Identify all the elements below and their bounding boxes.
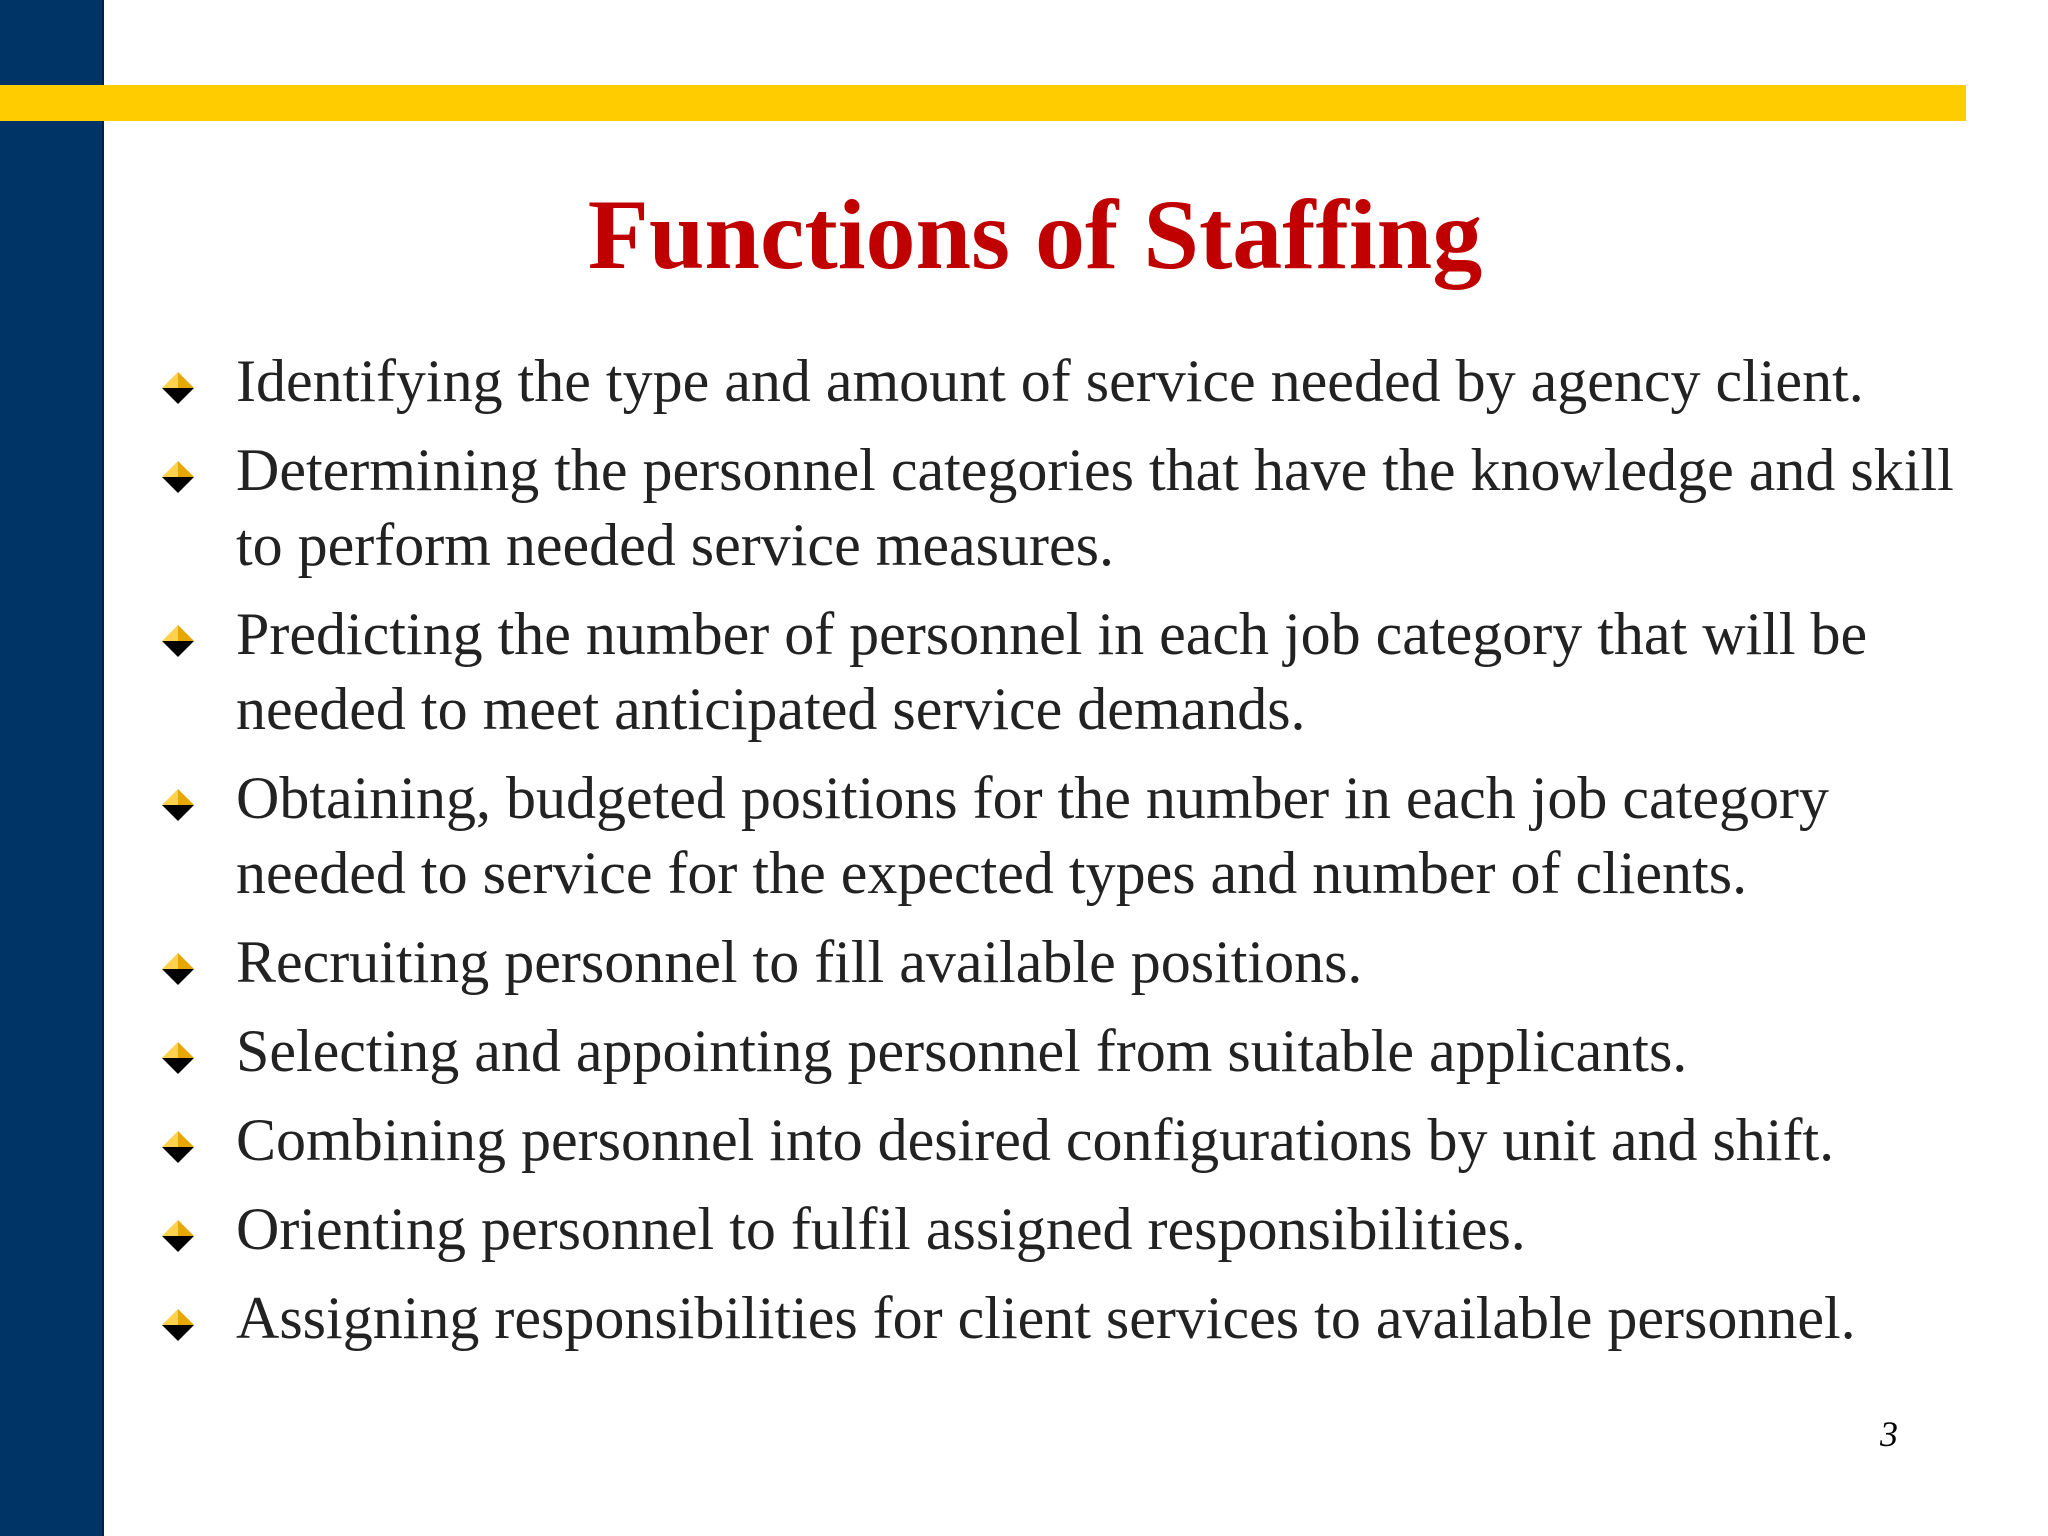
bullet-text: Identifying the type and amount of service needed by agency client. xyxy=(236,348,1864,414)
diamond-arrow-bullet-icon xyxy=(160,951,196,987)
bullet-text: Obtaining, budgeted positions for the number in each job category needed to service for the expected types and number of clients. xyxy=(236,765,1829,906)
diamond-arrow-bullet-icon xyxy=(160,623,196,659)
top-accent-stripe xyxy=(0,85,1966,121)
list-item xyxy=(160,1281,1960,1356)
diamond-arrow-bullet-icon xyxy=(160,787,196,823)
bullet-text: Combining personnel into desired configurations by unit and shift. xyxy=(236,1107,1835,1173)
left-accent-bar xyxy=(0,0,104,1536)
bullet-text: Determining the personnel categories that have the knowledge and skill to perform needed service measures. xyxy=(236,437,1954,578)
diamond-arrow-bullet-icon xyxy=(160,1040,196,1076)
diamond-arrow-bullet-icon xyxy=(160,1218,196,1254)
list-item xyxy=(160,597,1960,747)
list-item xyxy=(160,761,1960,911)
bullet-text: Predicting the number of personnel in each job category that will be needed to meet anticipated service demands. xyxy=(236,601,1868,742)
list-item xyxy=(160,1103,1960,1178)
list-item xyxy=(160,344,1960,419)
list-item xyxy=(160,1014,1960,1089)
bullet-text: Selecting and appointing personnel from suitable applicants. xyxy=(236,1018,1688,1084)
bullet-list xyxy=(160,344,1960,1370)
diamond-arrow-bullet-icon xyxy=(160,1307,196,1343)
bullet-text: Assigning responsibilities for client services to available personnel. xyxy=(236,1285,1856,1351)
bullet-text: Recruiting personnel to fill available positions. xyxy=(236,929,1363,995)
list-item xyxy=(160,925,1960,1000)
list-item xyxy=(160,433,1960,583)
diamond-arrow-bullet-icon xyxy=(160,370,196,406)
bullet-text: Orienting personnel to fulfil assigned responsibilities. xyxy=(236,1196,1526,1262)
slide-title: Functions of Staffing xyxy=(587,179,1483,290)
diamond-arrow-bullet-icon xyxy=(160,1129,196,1165)
diamond-arrow-bullet-icon xyxy=(160,459,196,495)
slide-number: 3 xyxy=(1880,1414,1898,1454)
list-item xyxy=(160,1192,1960,1267)
